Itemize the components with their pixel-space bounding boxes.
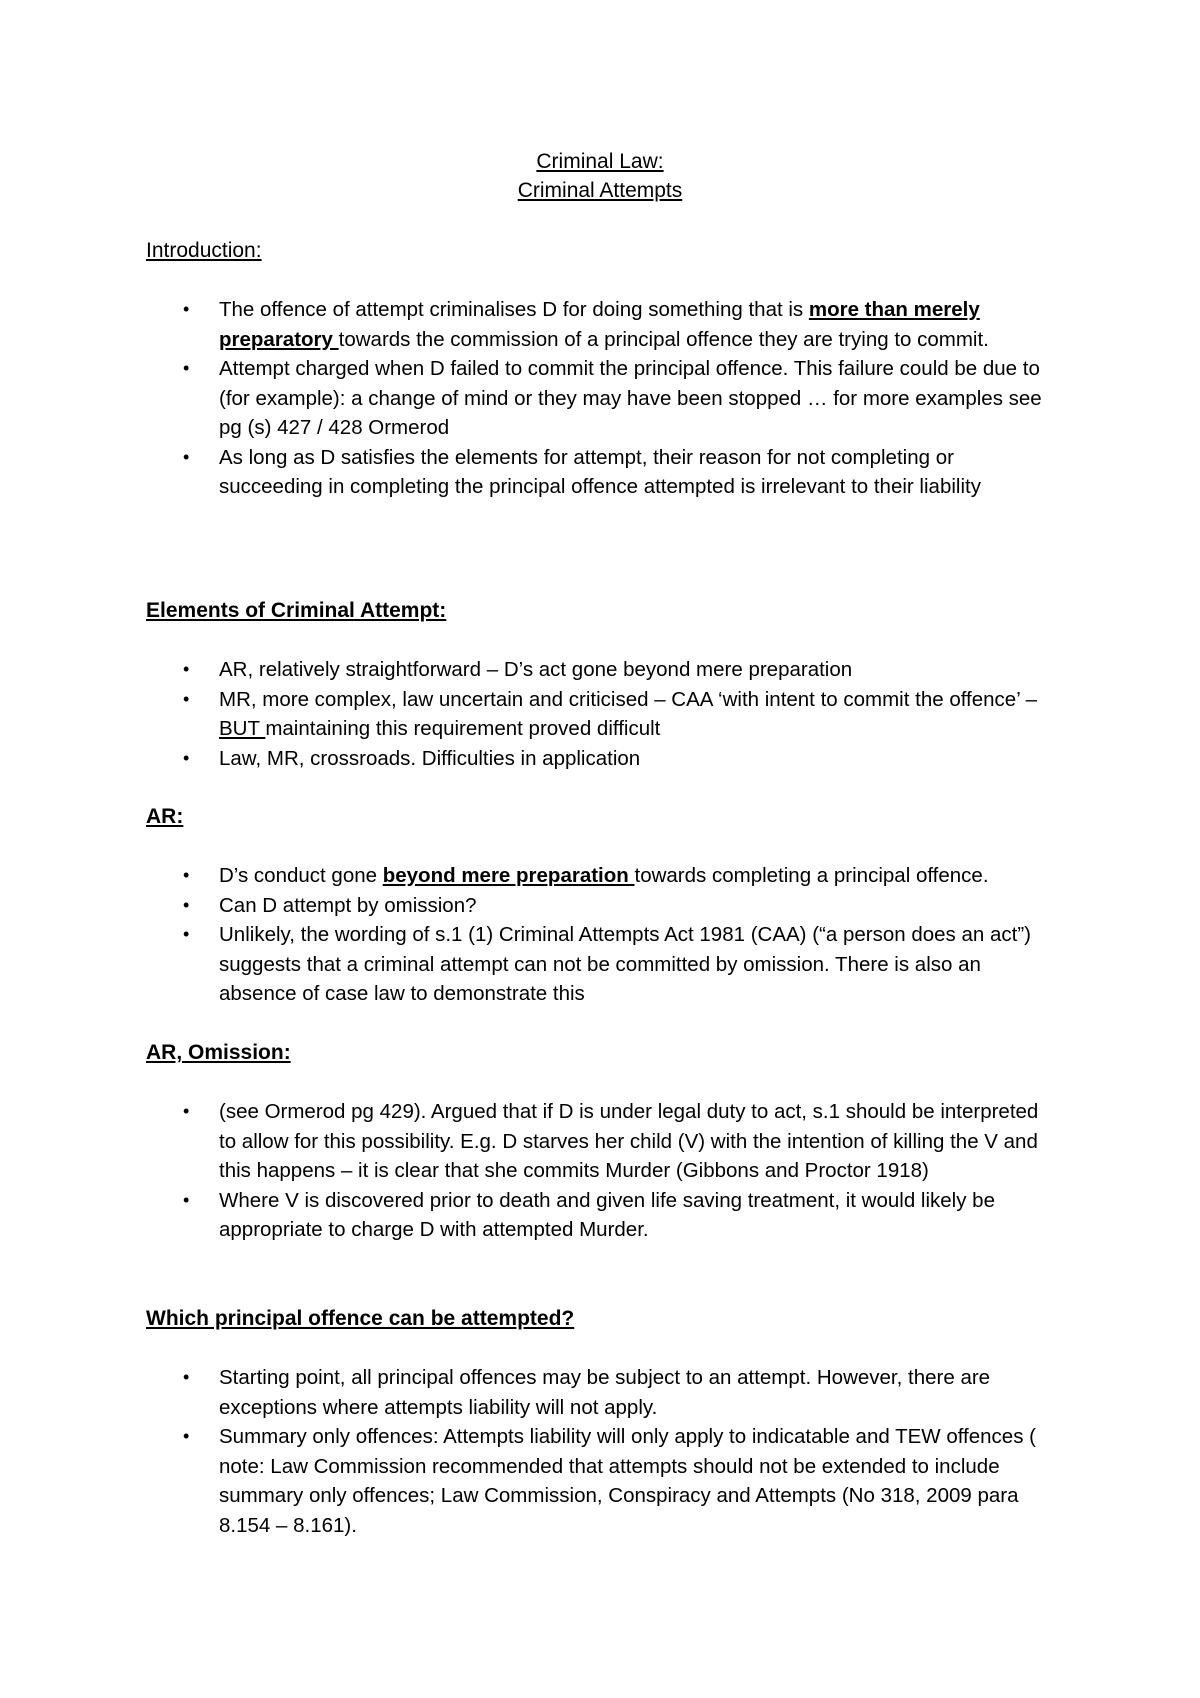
- document-title: Criminal Law:: [536, 150, 664, 173]
- emphasis-text: BUT: [219, 717, 266, 740]
- list-item: [0, 295, 1059, 354]
- bullet-icon: •: [183, 659, 190, 679]
- list-item: [0, 891, 1059, 921]
- list-item-text: Starting point, all principal offences may be subject to an attempt. However, there are exceptions where attempts liability will not apply.: [219, 1366, 991, 1419]
- list-item-text: Summary only offences: Attempts liability will only apply to indicatable and TEW offences ( note: Law Commission recommended that attempts should not be extended to include summary only offences; Law Commission, Conspiracy and Attempts (No 318, 2009 para 8.154 – 8.161).: [219, 1425, 1036, 1537]
- list-item-text: maintaining this requirement proved difficult: [265, 717, 661, 740]
- document-subtitle: Criminal Attempts: [517, 179, 683, 202]
- bullet-icon: •: [183, 747, 190, 768]
- bullet-icon: •: [183, 446, 190, 467]
- emphasis-text: beyond mere preparation: [382, 864, 635, 887]
- list-item-text: Unlikely, the wording of s.1 (1) Criminal Attempts Act 1981 (CAA) (“a person does an act”) suggests that a criminal attempt can not be committed by omission. There is also an absence of case law to demonstrate this: [219, 923, 1031, 1005]
- section-heading-ar-omission: AR, Omission:: [146, 1041, 291, 1064]
- which-offence-list: [0, 1363, 1059, 1540]
- bullet-icon: •: [183, 358, 190, 378]
- bullet-icon: •: [183, 299, 190, 319]
- list-item: [0, 1186, 1059, 1245]
- list-item: [0, 655, 1059, 685]
- bullet-icon: •: [183, 688, 190, 709]
- bullet-icon: •: [183, 924, 190, 944]
- list-item-text: Where V is discovered prior to death and given life saving treatment, it would likely be appropriate to charge D with attempted Murder.: [219, 1188, 995, 1241]
- list-item: [0, 354, 1059, 443]
- list-item-text: Law, MR, crossroads. Difficulties in application: [219, 746, 641, 770]
- list-item: [0, 920, 1059, 1009]
- list-item-text: MR, more complex, law uncertain and criticised – CAA ‘with intent to commit the offence’ –: [219, 687, 1038, 711]
- list-item-text: The offence of attempt criminalises D for doing something that is: [219, 298, 809, 321]
- list-item: [0, 1097, 1059, 1186]
- bullet-icon: •: [183, 865, 190, 885]
- bullet-icon: •: [183, 894, 190, 915]
- bullet-icon: •: [183, 1189, 190, 1210]
- emphasis-text: more than merely preparatory: [219, 298, 980, 351]
- list-item-text: AR, relatively straightforward – D’s act gone beyond mere preparation: [219, 658, 853, 681]
- ar-omission-list: [0, 1097, 1059, 1245]
- list-item-text: (see Ormerod pg 429). Argued that if D is under legal duty to act, s.1 should be interpreted to allow for this possibility. E.g. D starves her child (V) with the intention of killing the V and this happens – it is clear that she commits Murder (Gibbons and Proctor 1918): [219, 1100, 1039, 1182]
- list-item: [0, 443, 1059, 502]
- list-item: [0, 1363, 1059, 1422]
- list-item: [0, 1422, 1059, 1540]
- section-heading-which-offence: Which principal offence can be attempted?: [146, 1307, 575, 1330]
- list-item-text: Can D attempt by omission?: [219, 893, 477, 917]
- list-item-text: towards the commission of a principal offence they are trying to commit.: [338, 327, 989, 351]
- introduction-list: [0, 295, 1059, 502]
- ar-list: [0, 861, 1059, 1009]
- list-item: [0, 685, 1059, 744]
- bullet-icon: •: [183, 1426, 190, 1446]
- list-item-text: D’s conduct gone: [219, 864, 383, 887]
- list-item: [0, 861, 1059, 891]
- list-item-text: Attempt charged when D failed to commit the principal offence. This failure could be due to (for example): a change of mind or they may have been stopped … for more examples see pg (s) 427 / 428 Ormerod: [219, 357, 1042, 439]
- section-heading-introduction: Introduction:: [146, 239, 262, 262]
- list-item-text: towards completing a principal offence.: [634, 864, 989, 887]
- section-heading-elements: Elements of Criminal Attempt:: [146, 599, 447, 622]
- bullet-icon: •: [183, 1367, 190, 1387]
- bullet-icon: •: [183, 1101, 190, 1121]
- elements-list: [0, 655, 1059, 773]
- list-item-text: As long as D satisfies the elements for attempt, their reason for not completing or succeeding in completing the principal offence attempted is irrelevant to their liability: [219, 445, 981, 498]
- list-item: [0, 744, 1059, 774]
- section-heading-ar: AR:: [146, 805, 184, 828]
